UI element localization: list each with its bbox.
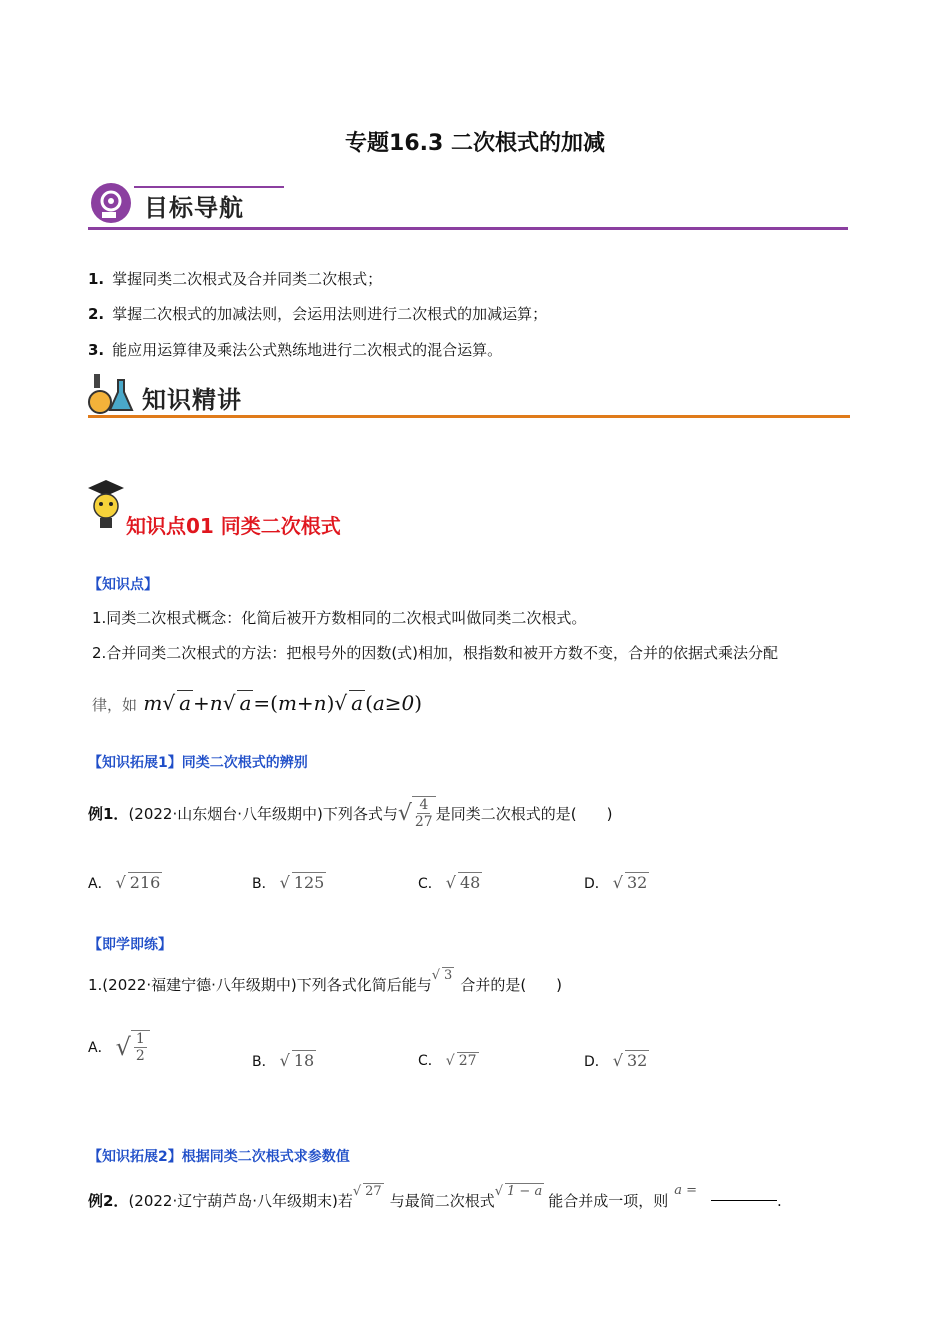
option-b[interactable]: B． √ 125 — [252, 873, 325, 892]
option-b[interactable]: B． √ 18 — [252, 1051, 315, 1070]
concept-paragraph: 1.同类二次根式概念：化简后被开方数相同的二次根式叫做同类二次根式。 — [92, 609, 587, 627]
banner-bottom-rule — [88, 227, 848, 230]
answer-blank[interactable] — [711, 1200, 777, 1201]
objective-item: 1. 掌握同类二次根式及合并同类二次根式； — [88, 270, 383, 288]
example-question: 例2． (2022·辽宁葫芦岛·八年级期末)若 √ 27 与最简二次根式 √ 1 − a 能合并成一项，则 a = . — [88, 1183, 782, 1210]
banner-label: 目标导航 — [144, 194, 244, 222]
section-banner-goals — [88, 180, 848, 230]
extension-tag: 【知识拓展1】同类二次根式的辨别 — [88, 755, 308, 771]
formula-line: 律，如 m√ a +n√ a =(m+n)√ a (a≥0) — [92, 691, 423, 715]
distributive-formula: m√ a +n√ a =(m+n)√ a (a≥0) — [143, 691, 423, 715]
flask-icon — [88, 370, 136, 416]
option-d[interactable]: D． √ 32 — [584, 1051, 648, 1070]
option-d[interactable]: D． √ 32 — [584, 873, 648, 892]
method-paragraph: 2.合并同类二次根式的方法：把根号外的因数(式)相加，根指数和被开方数不变，合并的依据式乘法分配 — [92, 644, 779, 662]
section-banner-knowledge — [88, 370, 850, 420]
example-question: 例1． (2022·山东烟台·八年级期中)下列各式与 √ $\frac{4}{27}$ 是同类二次根式的是( ) — [88, 797, 613, 830]
page-title: 专题16.3 二次根式的加减 — [345, 131, 605, 156]
option-c[interactable]: C． √ 48 — [418, 873, 481, 892]
practice-question: 1.(2022·福建宁德·八年级期中)下列各式化简后能与 √ 3 合并的是( ) — [88, 967, 563, 994]
objective-item: 2. 掌握二次根式的加减法则，会运用法则进行二次根式的加减运算； — [88, 305, 548, 323]
practice-tag: 【即学即练】 — [88, 937, 172, 953]
option-a[interactable]: A． √ 216 — [88, 873, 161, 892]
banner-label: 知识精讲 — [142, 386, 242, 414]
banner-bottom-rule — [88, 415, 850, 418]
knowledge-point-title: 知识点01 同类二次根式 — [126, 514, 341, 538]
objective-item: 3. 能应用运算律及乘法公式熟练地进行二次根式的混合运算。 — [88, 341, 503, 359]
option-c[interactable]: C． √ 27 — [418, 1053, 477, 1069]
option-a[interactable]: A． √ $\frac{1}{2}$ — [88, 1030, 150, 1064]
extension-tag: 【知识拓展2】根据同类二次根式求参数值 — [88, 1149, 350, 1165]
fraction-radicand: $\frac{4}{27}$ — [412, 796, 436, 830]
knowledge-tag: 【知识点】 — [88, 577, 158, 593]
brain-gear-icon — [88, 180, 134, 226]
scholar-mascot-icon — [84, 478, 128, 532]
